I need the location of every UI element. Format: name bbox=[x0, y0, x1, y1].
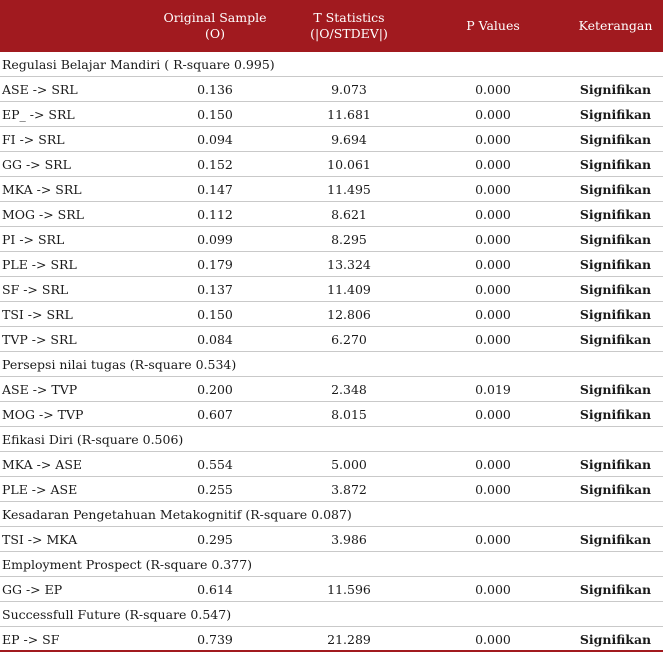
original-sample-cell: 0.614 bbox=[197, 582, 233, 597]
t-statistics-cell: 9.073 bbox=[331, 82, 367, 97]
path-cell: FI -> SRL bbox=[2, 132, 65, 147]
group-title: Persepsi nilai tugas (R-square 0.534) bbox=[2, 357, 237, 372]
path-cell: MKA -> ASE bbox=[2, 457, 83, 472]
original-sample-cell: 0.112 bbox=[197, 207, 233, 222]
keterangan-cell: Signifikan bbox=[579, 382, 652, 397]
group-title: Kesadaran Pengetahuan Metakognitif (R-square 0.087) bbox=[2, 507, 352, 522]
t-statistics-cell: 3.872 bbox=[331, 482, 367, 497]
table-row bbox=[0, 377, 663, 402]
header-p-label: P Values bbox=[466, 18, 520, 33]
t-statistics-cell: 21.289 bbox=[327, 632, 371, 647]
p-value-cell: 0.000 bbox=[475, 482, 511, 497]
header-keterangan bbox=[568, 0, 663, 52]
p-value-cell: 0.000 bbox=[475, 457, 511, 472]
table-row bbox=[0, 452, 663, 477]
table-row bbox=[0, 327, 663, 352]
keterangan-cell: Signifikan bbox=[579, 307, 652, 322]
t-statistics-cell: 11.495 bbox=[327, 182, 371, 197]
group-header-row bbox=[0, 602, 663, 627]
table-header bbox=[0, 0, 663, 52]
header-t-line1: T Statistics bbox=[313, 10, 385, 25]
p-value-cell: 0.000 bbox=[475, 207, 511, 222]
path-cell: SF -> SRL bbox=[2, 282, 69, 297]
original-sample-cell: 0.255 bbox=[197, 482, 233, 497]
table-row bbox=[0, 202, 663, 227]
p-value-cell: 0.000 bbox=[475, 107, 511, 122]
t-statistics-cell: 13.324 bbox=[327, 257, 371, 272]
t-statistics-cell: 6.270 bbox=[331, 332, 367, 347]
group-title: Efikasi Diri (R-square 0.506) bbox=[2, 432, 184, 447]
t-statistics-cell: 8.295 bbox=[331, 232, 367, 247]
keterangan-cell: Signifikan bbox=[579, 257, 652, 272]
t-statistics-cell: 8.015 bbox=[331, 407, 367, 422]
header-original-sample bbox=[150, 0, 280, 52]
table-row bbox=[0, 302, 663, 327]
t-statistics-cell: 11.409 bbox=[327, 282, 371, 297]
table-row bbox=[0, 277, 663, 302]
original-sample-cell: 0.084 bbox=[197, 332, 233, 347]
keterangan-cell: Signifikan bbox=[579, 82, 652, 97]
original-sample-cell: 0.150 bbox=[197, 307, 233, 322]
path-cell: EP -> SF bbox=[2, 632, 60, 647]
table-row bbox=[0, 227, 663, 252]
path-cell: PI -> SRL bbox=[2, 232, 65, 247]
t-statistics-cell: 9.694 bbox=[331, 132, 367, 147]
t-statistics-cell: 10.061 bbox=[327, 157, 371, 172]
path-cell: ASE -> TVP bbox=[2, 382, 78, 397]
keterangan-cell: Signifikan bbox=[579, 332, 652, 347]
table-row bbox=[0, 152, 663, 177]
group-header-row bbox=[0, 352, 663, 377]
table-row bbox=[0, 252, 663, 277]
table-body bbox=[0, 52, 663, 652]
p-value-cell: 0.000 bbox=[475, 182, 511, 197]
group-header-row bbox=[0, 427, 663, 452]
original-sample-cell: 0.150 bbox=[197, 107, 233, 122]
p-value-cell: 0.000 bbox=[475, 157, 511, 172]
path-cell: GG -> SRL bbox=[2, 157, 71, 172]
group-header-row bbox=[0, 502, 663, 527]
keterangan-cell: Signifikan bbox=[579, 182, 652, 197]
header-t-line2: (|O/STDEV|) bbox=[310, 26, 388, 41]
table-row bbox=[0, 527, 663, 552]
keterangan-cell: Signifikan bbox=[579, 232, 652, 247]
keterangan-cell: Signifikan bbox=[579, 157, 652, 172]
p-value-cell: 0.019 bbox=[475, 382, 511, 397]
keterangan-cell: Signifikan bbox=[579, 482, 652, 497]
t-statistics-cell: 5.000 bbox=[331, 457, 367, 472]
original-sample-cell: 0.179 bbox=[197, 257, 233, 272]
header-p-values bbox=[418, 0, 568, 52]
table-row bbox=[0, 102, 663, 127]
original-sample-cell: 0.137 bbox=[197, 282, 233, 297]
table-row bbox=[0, 627, 663, 652]
t-statistics-cell: 12.806 bbox=[327, 307, 371, 322]
keterangan-cell: Signifikan bbox=[579, 107, 652, 122]
original-sample-cell: 0.295 bbox=[197, 532, 233, 547]
t-statistics-cell: 11.681 bbox=[327, 107, 371, 122]
p-value-cell: 0.000 bbox=[475, 82, 511, 97]
keterangan-cell: Signifikan bbox=[579, 132, 652, 147]
header-t-statistics bbox=[280, 0, 418, 52]
p-value-cell: 0.000 bbox=[475, 532, 511, 547]
p-value-cell: 0.000 bbox=[475, 132, 511, 147]
original-sample-cell: 0.094 bbox=[197, 132, 233, 147]
table-row bbox=[0, 177, 663, 202]
path-cell: MOG -> TVP bbox=[2, 407, 84, 422]
path-cell: TSI -> MKA bbox=[2, 532, 78, 547]
original-sample-cell: 0.739 bbox=[197, 632, 233, 647]
path-cell: TVP -> SRL bbox=[2, 332, 77, 347]
path-cell: PLE -> SRL bbox=[2, 257, 77, 272]
original-sample-cell: 0.200 bbox=[197, 382, 233, 397]
group-header-row bbox=[0, 52, 663, 77]
p-value-cell: 0.000 bbox=[475, 257, 511, 272]
path-cell: TSI -> SRL bbox=[2, 307, 73, 322]
group-header-row bbox=[0, 552, 663, 577]
p-value-cell: 0.000 bbox=[475, 582, 511, 597]
original-sample-cell: 0.554 bbox=[197, 457, 233, 472]
p-value-cell: 0.000 bbox=[475, 232, 511, 247]
table-row bbox=[0, 127, 663, 152]
table-row bbox=[0, 477, 663, 502]
p-value-cell: 0.000 bbox=[475, 407, 511, 422]
keterangan-cell: Signifikan bbox=[579, 457, 652, 472]
path-cell: EP_ -> SRL bbox=[2, 107, 75, 122]
path-cell: MOG -> SRL bbox=[2, 207, 84, 222]
original-sample-cell: 0.152 bbox=[197, 157, 233, 172]
t-statistics-cell: 8.621 bbox=[331, 207, 367, 222]
keterangan-cell: Signifikan bbox=[579, 207, 652, 222]
header-path bbox=[0, 0, 150, 52]
keterangan-cell: Signifikan bbox=[579, 407, 652, 422]
p-value-cell: 0.000 bbox=[475, 307, 511, 322]
p-value-cell: 0.000 bbox=[475, 282, 511, 297]
table-row bbox=[0, 77, 663, 102]
path-cell: GG -> EP bbox=[2, 582, 63, 597]
group-title: Regulasi Belajar Mandiri ( R-square 0.995) bbox=[2, 57, 275, 72]
p-value-cell: 0.000 bbox=[475, 632, 511, 647]
keterangan-cell: Signifikan bbox=[579, 632, 652, 647]
original-sample-cell: 0.099 bbox=[197, 232, 233, 247]
original-sample-cell: 0.147 bbox=[197, 182, 233, 197]
path-cell: ASE -> SRL bbox=[2, 82, 78, 97]
t-statistics-cell: 11.596 bbox=[327, 582, 371, 597]
original-sample-cell: 0.607 bbox=[197, 407, 233, 422]
table-row bbox=[0, 402, 663, 427]
original-sample-cell: 0.136 bbox=[197, 82, 233, 97]
table-row bbox=[0, 577, 663, 602]
keterangan-cell: Signifikan bbox=[579, 282, 652, 297]
t-statistics-cell: 3.986 bbox=[331, 532, 367, 547]
group-title: Employment Prospect (R-square 0.377) bbox=[2, 557, 253, 572]
group-title: Successfull Future (R-square 0.547) bbox=[2, 607, 232, 622]
header-original-line1: Original Sample bbox=[163, 10, 267, 25]
keterangan-cell: Signifikan bbox=[579, 582, 652, 597]
path-cell: MKA -> SRL bbox=[2, 182, 82, 197]
p-value-cell: 0.000 bbox=[475, 332, 511, 347]
header-original-line2: (O) bbox=[204, 26, 225, 41]
keterangan-cell: Signifikan bbox=[579, 532, 652, 547]
t-statistics-cell: 2.348 bbox=[331, 382, 367, 397]
header-keterangan-label: Keterangan bbox=[578, 18, 653, 33]
path-cell: PLE -> ASE bbox=[2, 482, 78, 497]
